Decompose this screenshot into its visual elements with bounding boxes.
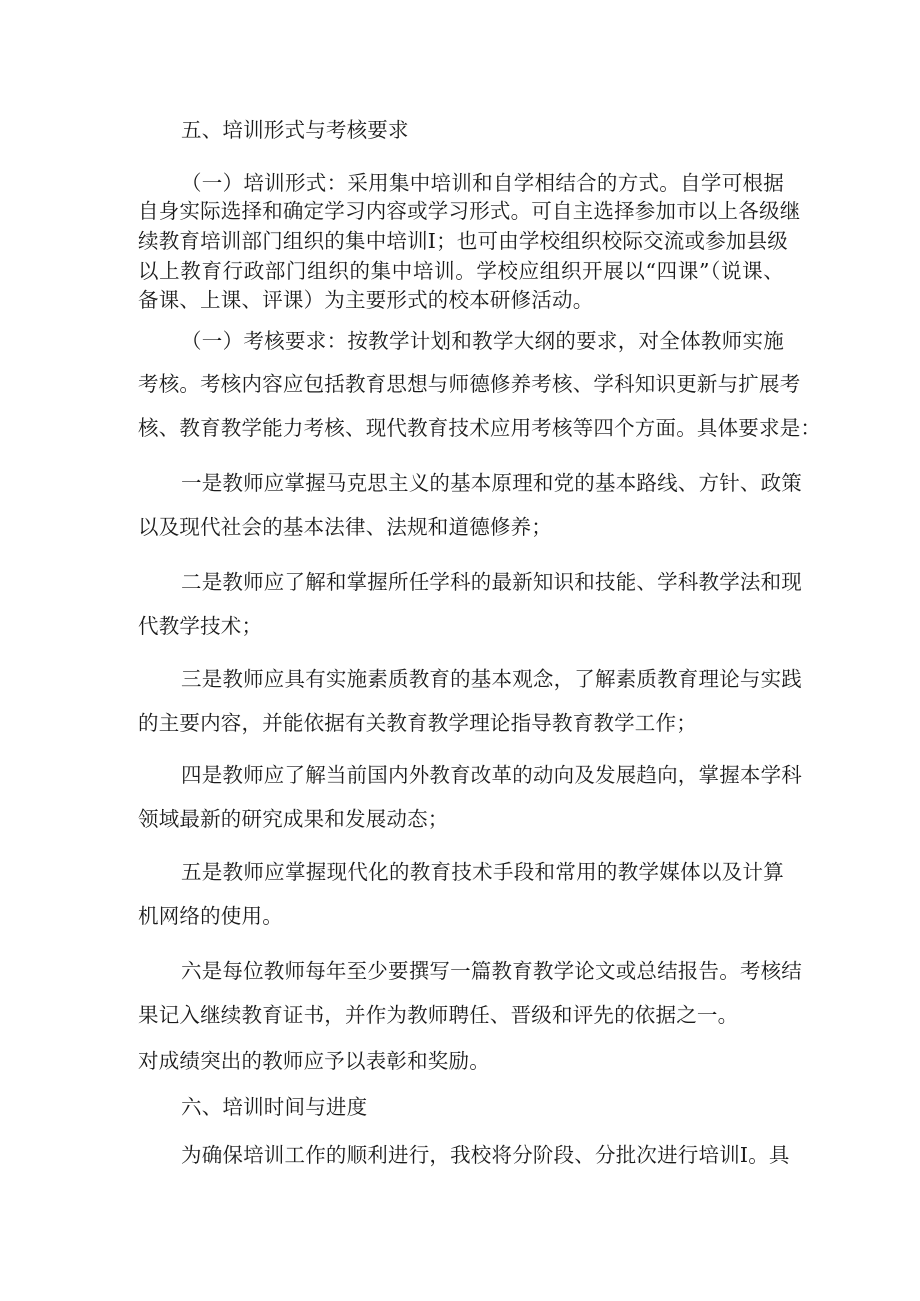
paragraph-assessment-line-1: （一）考核要求：按教学计划和教学大纲的要求，对全体教师实施: [181, 329, 784, 353]
requirement-2-line-2: 代教学技术；: [138, 614, 263, 638]
requirement-5-line-1: 五是教师应掌握现代化的教育技术手段和常用的教学媒体以及计算: [181, 860, 784, 884]
paragraph-training-form-line-3: 续教育培训部门组织的集中培训Ⅰ；也可由学校组织校际交流或参加县级: [138, 229, 788, 253]
requirement-4-line-1: 四是教师应了解当前国内外教育改革的动向及发展趋向，掌握本学科: [181, 763, 802, 787]
section-5-title: 五、培训形式与考核要求: [181, 118, 409, 142]
requirement-3-line-2: 的主要内容，并能依据有关教育教学理论指导教育教学工作；: [138, 711, 697, 735]
section-6-title: 六、培训时间与进度: [181, 1095, 368, 1119]
requirement-3-line-1: 三是教师应具有实施素质教育的基本观念，了解素质教育理论与实践: [181, 667, 802, 691]
requirement-6-line-2: 果记入继续教育证书，并作为教师聘任、晋级和评先的依据之一。: [138, 1003, 739, 1027]
reward-sentence: 对成绩突出的教师应予以表彰和奖励。: [138, 1049, 490, 1073]
requirement-2-line-1: 二是教师应了解和掌握所任学科的最新知识和技能、学科教学法和现: [181, 570, 802, 594]
paragraph-schedule-line-1: 为确保培训工作的顺利进行，我校将分阶段、分批次进行培训Ⅰ。具: [181, 1143, 790, 1167]
requirement-4-line-2: 领域最新的研究成果和发展动态；: [138, 807, 449, 831]
paragraph-training-form-line-4: 以上教育行政部门组织的集中培训。学校应组织开展以“四课”（说课、: [138, 259, 784, 283]
requirement-5-line-2: 机网络的使用。: [138, 904, 283, 928]
paragraph-training-form-line-2: 自身实际选择和确定学习内容或学习形式。可自主选择参加市以上各级继: [138, 199, 801, 223]
requirement-1-line-2: 以及现代社会的基本法律、法规和道德修养；: [138, 515, 552, 539]
requirement-1-line-1: 一是教师应掌握马克思主义的基本原理和党的基本路线、方针、政策: [181, 471, 802, 495]
requirement-6-line-1: 六是每位教师每年至少要撰写一篇教育教学论文或总结报告。考核结: [181, 959, 802, 983]
paragraph-training-form-line-1: （一）培训形式：采用集中培训和自学相结合的方式。自学可根据: [181, 171, 784, 195]
paragraph-assessment-line-3: 核、教育教学能力考核、现代教育技术应用考核等四个方面。具体要求是：: [138, 416, 822, 440]
paragraph-training-form-line-5: 备课、上课、评课）为主要形式的校本研修活动。: [138, 288, 594, 312]
paragraph-assessment-line-2: 考核。考核内容应包括教育思想与师德修养考核、学科知识更新与扩展考: [138, 372, 801, 396]
